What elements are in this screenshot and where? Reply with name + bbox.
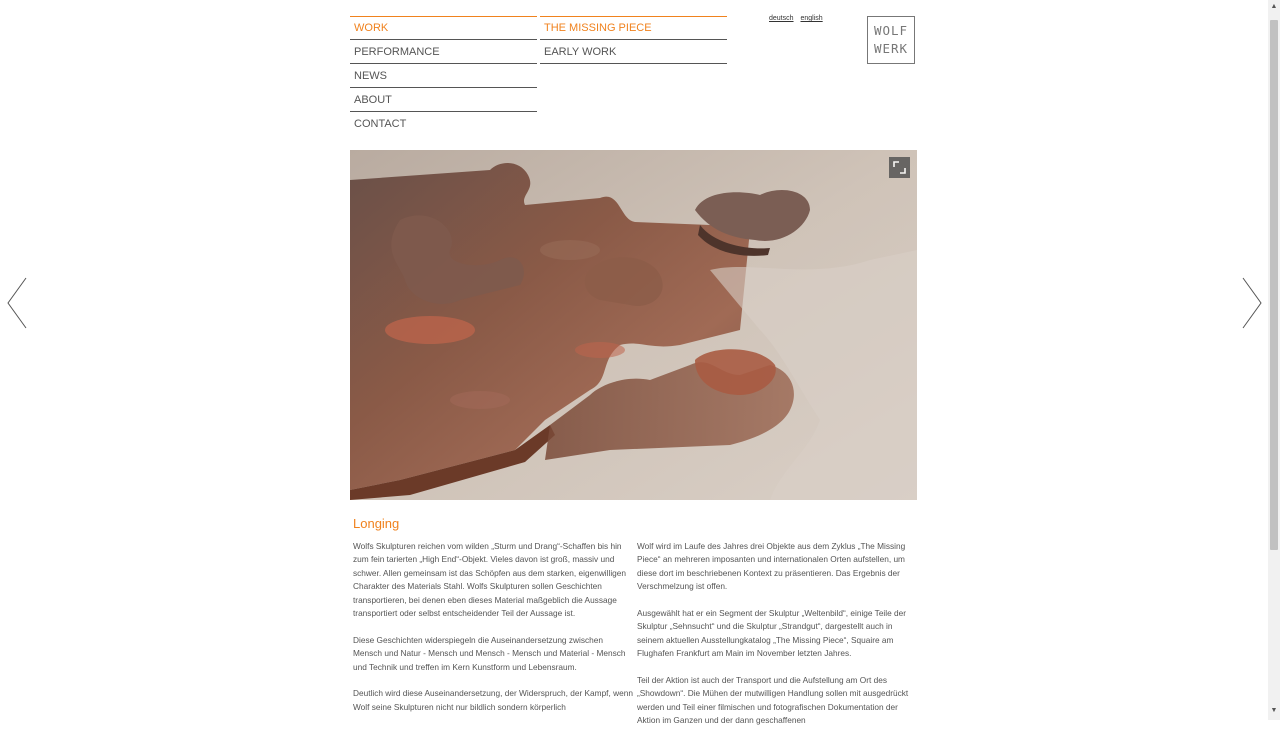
nav-item-contact[interactable]: CONTACT [354,118,407,130]
paragraph: Ausgewählt hat er ein Segment der Skulptur „Weltenbild“, einige Teile der Skulptur „Sehnsucht“ und die Skulptur „Strandgut“, dargestellt auch in seinem aktuellen Ausstellungkatalog „The Missing Piece“, Squaire am Flughafen Frankfurt am Main im November letzten Jahres. [637,608,907,659]
language-switch [769,15,828,22]
lang-deutsch-link[interactable]: deutsch [769,15,794,22]
lang-english-link[interactable]: english [800,15,823,22]
vertical-scrollbar[interactable] [1268,0,1280,720]
paragraph: Wolfs Skulpturen reichen vom wilden „Sturm und Drang“-Schaffen bis hin zum fein tarierten „High End“-Objekt. Vieles davon ist groß, massiv und schwer. Allen gemeinsam ist das Schöpfen aus dem starken, eigenwilligen Charakter des Materials Stahl. Wolfs Skulpturen sollen Geschichten transportieren, bei denen eben dieses Material maßgeblich die Aussage transportiert oder selbst entscheidender Teil der Aussage ist. [353,541,627,619]
nav-item-early-work[interactable]: EARLY WORK [540,41,727,64]
prev-slide-button[interactable] [5,276,29,330]
main-nav [350,16,537,136]
scrollbar-thumb[interactable] [1270,20,1278,550]
puzzle-sculpture-image [350,150,917,500]
chevron-left-icon [5,276,29,330]
hero-image [350,150,917,500]
sub-nav [540,16,727,65]
text-column-right [637,540,915,741]
scroll-up-icon[interactable]: ▲ [1270,3,1278,10]
expand-icon [889,157,910,178]
chevron-right-icon [1240,276,1264,330]
paragraph: Deutlich wird diese Auseinandersetzung, der Widerspruch, der Kampf, wenn Wolf seine Skulpturen nicht nur bildlich sondern körperlich [353,688,633,712]
logo-line2: WERK [873,41,909,56]
paragraph: Teil der Aktion ist auch der Transport und die Aufstellung am Ort des „Showdown“. Die Mühen der mutwilligen Handlung sollen mit ausgedrückt werden und Teil einer filmischen und fotografischen Dokumentation der Aktion im Ganzen und der dann geschaffenen [637,675,909,726]
expand-button[interactable] [889,157,910,178]
nav-item-the-missing-piece[interactable]: THE MISSING PIECE [540,16,727,40]
text-column-left [353,540,633,728]
nav-item-work[interactable]: WORK [350,16,537,40]
logo[interactable] [867,16,915,64]
page-title: Longing [353,516,400,531]
logo-line1: WOLF [873,23,909,38]
paragraph: Wolf wird im Laufe des Jahres drei Objekte aus dem Zyklus „The Missing Piece“ an mehreren imposanten und internationalen Orten aufstellen, um diese dort im beschriebenen Kontext zu präsentieren. Das Ergebnis der Verschmelzung ist offen. [637,541,906,592]
scroll-down-icon[interactable]: ▼ [1270,707,1278,714]
nav-item-performance[interactable]: PERFORMANCE [350,41,537,64]
nav-item-about[interactable]: ABOUT [350,89,537,112]
paragraph: Diese Geschichten widerspiegeln die Auseinandersetzung zwischen Mensch und Natur - Mensch und Mensch - Mensch und Material - Mensch und Technik und treffen im Kern Kunstform und Lebensraum. [353,634,626,672]
nav-item-news[interactable]: NEWS [350,65,537,88]
next-slide-button[interactable] [1240,276,1264,330]
